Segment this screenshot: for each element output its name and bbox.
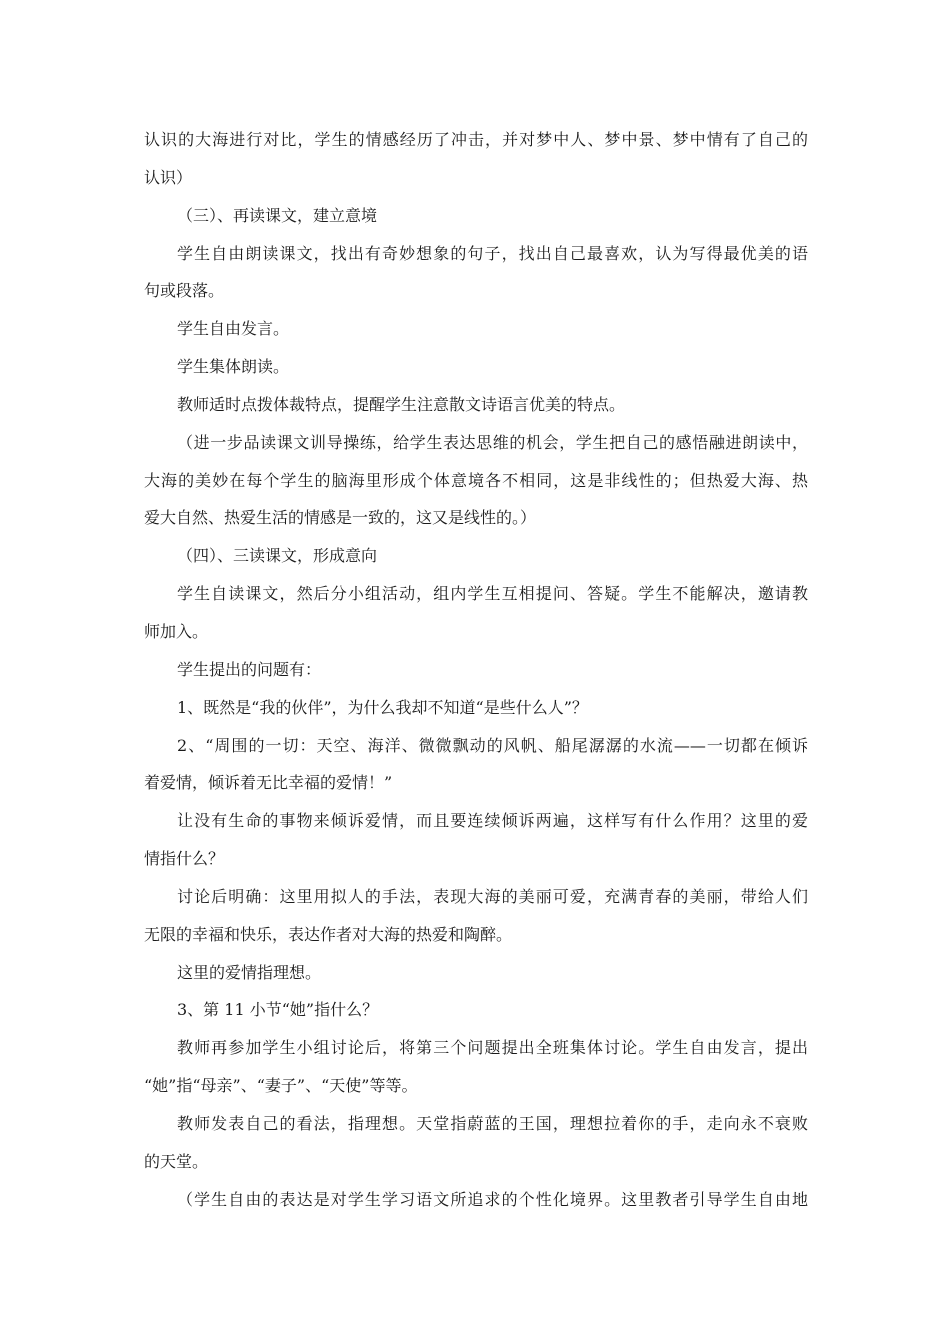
paragraph-line: 学生自由发言。 bbox=[177, 319, 290, 339]
paragraph-line: 认识的大海进行对比，学生的情感经历了冲击，并对梦中人、梦中景、梦中情有了自己的 bbox=[144, 130, 808, 149]
paragraph-line: 着爱情，倾诉着无比幸福的爱情！” bbox=[144, 773, 393, 793]
paragraph-line: 教师适时点拨体裁特点，提醒学生注意散文诗语言优美的特点。 bbox=[177, 394, 626, 414]
paragraph-line: 师加入。 bbox=[144, 621, 209, 641]
section-heading: （四）、三读课文，形成意向 bbox=[177, 546, 378, 566]
paragraph-line: “她”指“母亲”、“妻子”、“天使”等等。 bbox=[144, 1076, 418, 1096]
paragraph-line: 学生提出的问题有： bbox=[177, 659, 322, 679]
question-item: 2、“周围的一切：天空、海洋、微微飘动的风帆、船尾潺潺的水流——一切都在倾诉 bbox=[177, 735, 808, 755]
paragraph-line: 认识） bbox=[144, 167, 193, 187]
paragraph-line: 讨论后明确：这里用拟人的手法，表现大海的美丽可爱，充满青春的美丽，带给人们 bbox=[177, 886, 808, 906]
paragraph-line: 学生自读课文，然后分小组活动，组内学生互相提问、答疑。学生不能解决，邀请教 bbox=[177, 584, 808, 604]
paragraph-line: 无限的幸福和快乐，表达作者对大海的热爱和陶醉。 bbox=[144, 924, 513, 944]
paragraph-line: 大海的美妙在每个学生的脑海里形成个体意境各不相同，这是非线性的；但热爱大海、热 bbox=[144, 470, 808, 490]
paragraph-line: 学生集体朗读。 bbox=[177, 357, 290, 377]
paragraph-line: 教师再参加学生小组讨论后，将第三个问题提出全班集体讨论。学生自由发言，提出 bbox=[177, 1038, 808, 1058]
paragraph-line: 情指什么？ bbox=[144, 849, 225, 869]
paragraph-line: （进一步品读课文训导操练，给学生表达思维的机会，学生把自己的感悟融进朗读中， bbox=[177, 432, 808, 452]
paragraph-line: 教师发表自己的看法，指理想。天堂指蔚蓝的王国，理想拉着你的手，走向永不衰败 bbox=[177, 1113, 808, 1133]
paragraph-line: （学生自由的表达是对学生学习语文所追求的个性化境界。这里教者引导学生自由地 bbox=[177, 1189, 808, 1209]
body-text bbox=[144, 121, 808, 1218]
question-item: 1、既然是“我的伙伴”，为什么我却不知道“是些什么人”？ bbox=[177, 697, 588, 717]
paragraph-line: 这里的爱情指理想。 bbox=[177, 962, 322, 982]
paragraph-line: 爱大自然、热爱生活的情感是一致的，这又是线性的。） bbox=[144, 508, 537, 528]
paragraph-line: 句或段落。 bbox=[144, 281, 225, 301]
question-item: 3、第 11 小节“她”指什么？ bbox=[177, 1000, 379, 1020]
section-heading: （三）、再读课文，建立意境 bbox=[177, 205, 378, 225]
paragraph-line: 学生自由朗读课文，找出有奇妙想象的句子，找出自己最喜欢，认为写得最优美的语 bbox=[177, 243, 808, 263]
paragraph-line: 让没有生命的事物来倾诉爱情，而且要连续倾诉两遍，这样写有什么作用？这里的爱 bbox=[177, 811, 808, 831]
paragraph-line: 的天堂。 bbox=[144, 1151, 209, 1171]
